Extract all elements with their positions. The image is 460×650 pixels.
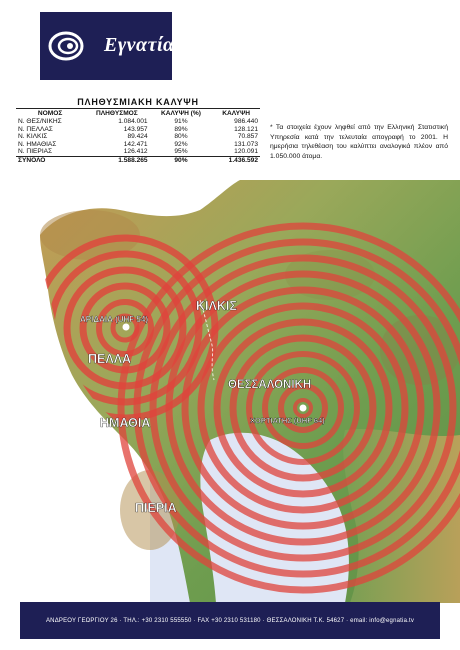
cell-population: 1.084.001 <box>118 118 148 125</box>
coverage-map <box>0 180 460 603</box>
cell-pct: 89% <box>174 125 188 133</box>
table-row <box>16 118 260 126</box>
cell-covered: 131.073 <box>234 140 258 148</box>
label-aridaia: ΑΡΙΔΑΙΑ (UHF 54) <box>80 315 148 324</box>
cell-population: 126.412 <box>123 148 148 155</box>
label-imathia: ΗΜΑΘΙΑ <box>100 416 151 430</box>
cell-nomos: Ν. ΘΕΣ/ΝΙΚΗΣ <box>18 118 62 125</box>
table-row <box>16 148 260 156</box>
col-population: ΠΛΗΘΥΣΜΟΣ <box>95 110 138 117</box>
chortiatis-transmitter-icon <box>300 405 307 412</box>
cell-covered: 1.436.592 <box>212 156 260 164</box>
cell-covered: 120.091 <box>234 148 258 155</box>
cell-population: 1.588.265 <box>84 156 149 164</box>
cell-pct: 92% <box>174 140 188 148</box>
cell-covered: 986.440 <box>234 118 258 125</box>
cell-nomos: Ν. ΗΜΑΘΙΑΣ <box>18 140 57 148</box>
cell-population: 142.471 <box>123 140 148 148</box>
cell-pct: 90% <box>150 156 213 164</box>
cell-nomos: Ν. ΚΙΛΚΙΣ <box>18 133 48 140</box>
footer <box>20 602 440 639</box>
footer-contact: ΑΝΔΡΕΟΥ ΓΕΩΡΓΙΟΥ 26 · ΤΗΛ.: +30 2310 555550 · FAX +30 2310 531180 · ΘΕΣΣΑΛΟΝΙΚΗ Τ.Κ. 54627 · email: info@egnatia.tv <box>45 617 415 624</box>
col-coverage-pct: ΚΑΛΥΨΗ (%) <box>161 110 201 117</box>
label-thessaloniki: ΘΕΣΣΑΛΟΝΙΚΗ <box>228 379 312 391</box>
cell-pct: 80% <box>174 133 188 140</box>
label-pieria: ΠΙΕΡΙΑ <box>135 501 177 515</box>
footnote: * Τα στοιχεία έχουν ληφθεί από την Ελληνική Στατιστική Υπηρεσία κατά την τελευταία απογραφή το 2001. Η ημερήσια τηλεθέαση του καλύπτει αναλογικά πλέον από 1.050.000 άτομα. <box>270 124 448 160</box>
col-nomos: ΝΟΜΟΣ <box>37 110 63 117</box>
table-row <box>16 141 260 149</box>
table-row <box>16 126 260 134</box>
cell-population: 89.424 <box>127 133 148 140</box>
logo-swirl-icon <box>46 26 88 66</box>
cell-nomos: Ν. ΠΕΛΛΑΣ <box>18 125 53 133</box>
cell-population: 143.957 <box>123 125 148 133</box>
cell-pct: 95% <box>174 148 188 155</box>
cell-nomos: Ν. ΠΙΕΡΙΑΣ <box>18 148 53 155</box>
col-coverage: ΚΑΛΥΨΗ <box>222 110 251 117</box>
logo-text: Εγνατία <box>104 34 175 56</box>
cell-nomos: ΣΥΝΟΛΟ <box>16 156 84 164</box>
coverage-title: ΠΛΗΘΥΣΜΙΑΚΗ ΚΑΛΥΨΗ <box>16 97 260 109</box>
label-pella: ΠΕΛΛΑ <box>88 352 132 366</box>
label-kilkis: ΚΙΛΚΙΣ <box>196 299 237 313</box>
logo <box>40 12 175 80</box>
cell-pct: 91% <box>174 118 188 125</box>
cell-covered: 128.121 <box>234 125 258 133</box>
table-row <box>16 133 260 141</box>
aridaia-transmitter-icon <box>123 324 130 331</box>
cell-covered: 70.857 <box>237 133 258 140</box>
table-total-row <box>16 156 260 164</box>
coverage-table <box>16 97 260 164</box>
label-chortiatis: ΧΟΡΤΙΑΤΗΣ (UHF 64) <box>250 416 325 425</box>
